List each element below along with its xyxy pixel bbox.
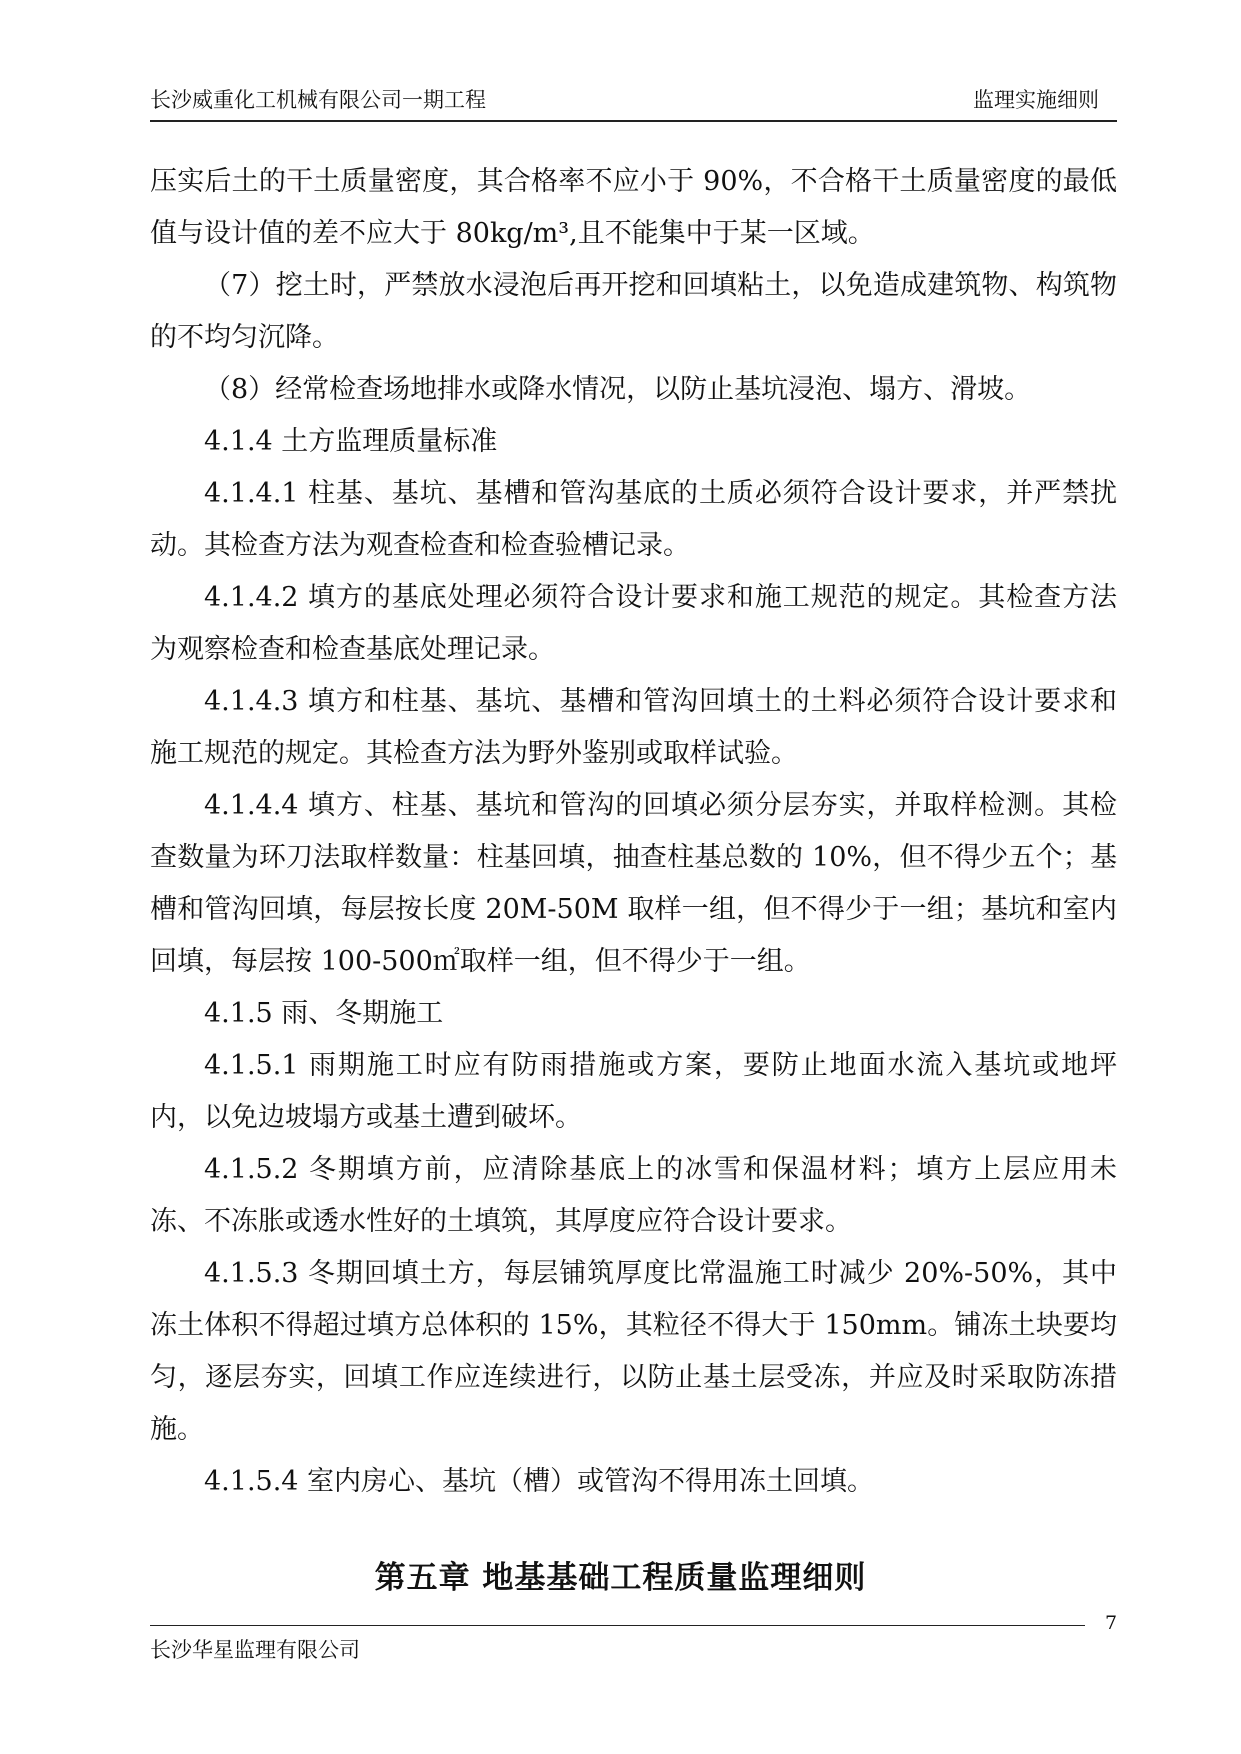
page-header <box>150 86 1117 122</box>
section-heading-4-1-5: 4.1.5 雨、冬期施工 <box>204 998 444 1029</box>
chapter-title: 第五章 地基基础工程质量监理细则 <box>374 1560 867 1596</box>
paragraph: 4.1.4.2 填方的基底处理必须符合设计要求和施工规范的规定。其检查方法为观察检查和检查基底处理记录。 <box>150 582 1117 665</box>
paragraph: 压实后土的干土质量密度，其合格率不应小于 90%，不合格干土质量密度的最低值与设计值的差不应大于 80kg/m³,且不能集中于某一区域。 <box>150 166 1117 249</box>
footer-divider <box>150 1625 1085 1626</box>
paragraph: 4.1.5.4 室内房心、基坑（槽）或管沟不得用冻土回填。 <box>204 1466 875 1497</box>
paragraph: 4.1.5.1 雨期施工时应有防雨措施或方案，要防止地面水流入基坑或地坪内，以免边坡塌方或基土遭到破坏。 <box>150 1050 1117 1133</box>
paragraph: 4.1.5.2 冬期填方前，应清除基底上的冰雪和保温材料；填方上层应用未冻、不冻胀或透水性好的土填筑，其厚度应符合设计要求。 <box>150 1154 1117 1237</box>
paragraph: 4.1.4.3 填方和柱基、基坑、基槽和管沟回填土的土料必须符合设计要求和施工规范的规定。其检查方法为野外鉴别或取样试验。 <box>150 686 1117 769</box>
paragraph: （8）经常检查场地排水或降水情况，以防止基坑浸泡、塌方、滑坡。 <box>204 374 1032 405</box>
paragraph: 4.1.5.3 冬期回填土方，每层铺筑厚度比常温施工时减少 20%-50%，其中冻土体积不得超过填方总体积的 15%，其粒径不得大于 150mm。铺冻土块要均匀，逐层夯实，回填工作应连续进行，以防止基土层受冻，并应及时采取防冻措施。 <box>150 1258 1117 1445</box>
page-number: 7 <box>1105 1612 1118 1634</box>
paragraph: 4.1.4.1 柱基、基坑、基槽和管沟基底的土质必须符合设计要求，并严禁扰动。其检查方法为观查检查和检查验槽记录。 <box>150 478 1117 561</box>
section-heading-4-1-4: 4.1.4 土方监理质量标准 <box>204 426 498 457</box>
paragraph: 4.1.4.4 填方、柱基、基坑和管沟的回填必须分层夯实，并取样检测。其检查数量为环刀法取样数量：柱基回填，抽查柱基总数的 10%，但不得少五个；基槽和管沟回填，每层按长度 20M-50M 取样一组，但不得少于一组；基坑和室内回填，每层按 100-500㎡取样一组，但不得少于一组。 <box>150 790 1117 977</box>
footer-company: 长沙华星监理有限公司 <box>150 1638 360 1662</box>
body-text <box>150 156 1117 1508</box>
header-document-type: 监理实施细则 <box>973 88 1099 112</box>
header-project-title: 长沙威重化工机械有限公司一期工程 <box>150 88 486 112</box>
paragraph: （7）挖土时，严禁放水浸泡后再开挖和回填粘土，以免造成建筑物、构筑物的不均匀沉降。 <box>150 270 1117 353</box>
